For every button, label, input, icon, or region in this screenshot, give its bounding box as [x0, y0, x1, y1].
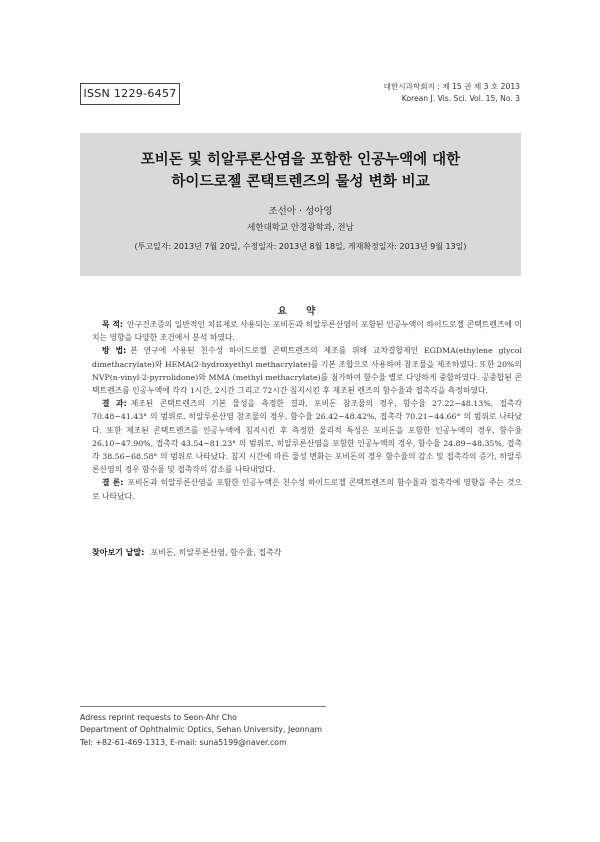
journal-info [384, 81, 520, 105]
abstract-body [92, 318, 522, 503]
journal-title-en: Korean J. Vis. Sci. Vol. 15, No. 3 [401, 94, 520, 103]
title-line-1: 포비돈 및 히알루론산염을 포함한 인공누액에 대한 [140, 152, 461, 168]
footnote-department: Department of Ophthalmic Optics, Sehan University, Jeonnam [80, 725, 323, 735]
issn-box: ISSN 1229-6457 [80, 83, 180, 105]
methods-label: 방 법: [102, 346, 127, 356]
results-label: 결 과: [102, 399, 127, 409]
abstract-purpose [92, 318, 522, 344]
article-title [80, 133, 521, 193]
footnote-divider [80, 706, 326, 707]
purpose-text: 안구건조증의 일반적인 치료제로 사용되는 포비돈과 히알루론산염이 포함된 인공누액이 하이드로젤 콘택트렌즈에 미치는 영향을 다양한 조건에서 분석 하였다. [92, 320, 522, 343]
purpose-label: 목 적: [102, 320, 124, 329]
results-text: 제조된 콘택트렌즈의 기본 물성을 측정한 결과, 포비돈 참조물의 경우, 함수율 27.22~48.13%, 접촉각 70.48~41.43° 의 범위로, 히알루론산염 참조물의 경우, 함수율 26.42~48.42%, 접촉각 70.21~44.66° 의 범위로 나타났다. 또한 제조된 콘택트렌즈를 인공누액에 침지시킨 후 측정한 물리적 특성은 포비돈을 포함한 인공누액의 경우, 함수율 26.10~47.90%, 접촉각 43.54~81.23° 의 범위로, 히알루론산염을 포함한 인공누액의 경우, 함수율 24.89~48.35%, 접촉각 38.56~68.58° 의 범위로 나타났다. 침지 시간에 따른 물성 변화는 포비돈의 경우 함수율의 감소 및 접촉각의 증가, 히알루론산염의 경우 함수율 및 접촉각의 감소를 나타내었다. [92, 399, 522, 475]
abstract-conclusion [92, 476, 522, 502]
abstract-methods [92, 344, 522, 397]
conclusion-text: 포비돈과 히알루론산염을 포함한 인공누액은 친수성 하이드로젤 콘택트렌즈의 함수율과 접촉각에 영향을 주는 것으로 나타났다. [92, 478, 522, 501]
title-line-2: 하이드로젤 콘택트렌즈의 물성 변화 비교 [171, 174, 430, 190]
keywords-label: 찾아보기 낱말: [92, 548, 145, 557]
journal-title-ko: 대한시과학회지 : 제 15 권 제 3 호 2013 [383, 82, 520, 91]
footnote-contact: Tel: +82-61-469-1313, E-mail: suna5199@naver.com [80, 737, 287, 747]
keywords [92, 547, 282, 558]
abstract-heading: 요 약 [277, 306, 324, 317]
abstract-results [92, 397, 522, 476]
affiliation: 세한대학교 안경광학과, 전남 [247, 223, 354, 233]
methods-text: 본 연구에 사용된 친수성 하이드로젤 콘택트렌즈의 제조를 위해 교차결합제인 EGDMA(ethylene glycol dimethacrylate)와 HEMA(2-hydroxyethyl methacrylate)를 기본 조합으로 사용하여 참조물을 제조하였다. 또한 20%의 NVP(n-vinyl-2-pyrrolidone)와 MMA (methyl methacrylate)를 첨가하여 함수율 별로 다양하게 중합하였다. 공중합된 콘택트렌즈를 인공누액에 각각 1시간, 2시간 그리고 72시간 침지시킨 후 제조된 렌즈의 함수율과 접촉각을 측정하였다. [92, 346, 522, 396]
submission-dates: (투고일자: 2013년 7월 20일, 수정일자: 2013년 8월 18일, 게재확정일자: 2013년 9월 13일) [134, 242, 467, 251]
authors: 조선아 · 성아영 [268, 206, 333, 217]
title-block [80, 133, 521, 276]
footnote-reprint: Adress reprint requests to Seon-Ahr Cho [80, 713, 237, 722]
footnote [80, 712, 322, 749]
keywords-text: 포비돈, 히알루론산염, 함수율, 접촉각 [150, 548, 282, 557]
conclusion-label: 결 론: [102, 478, 124, 488]
